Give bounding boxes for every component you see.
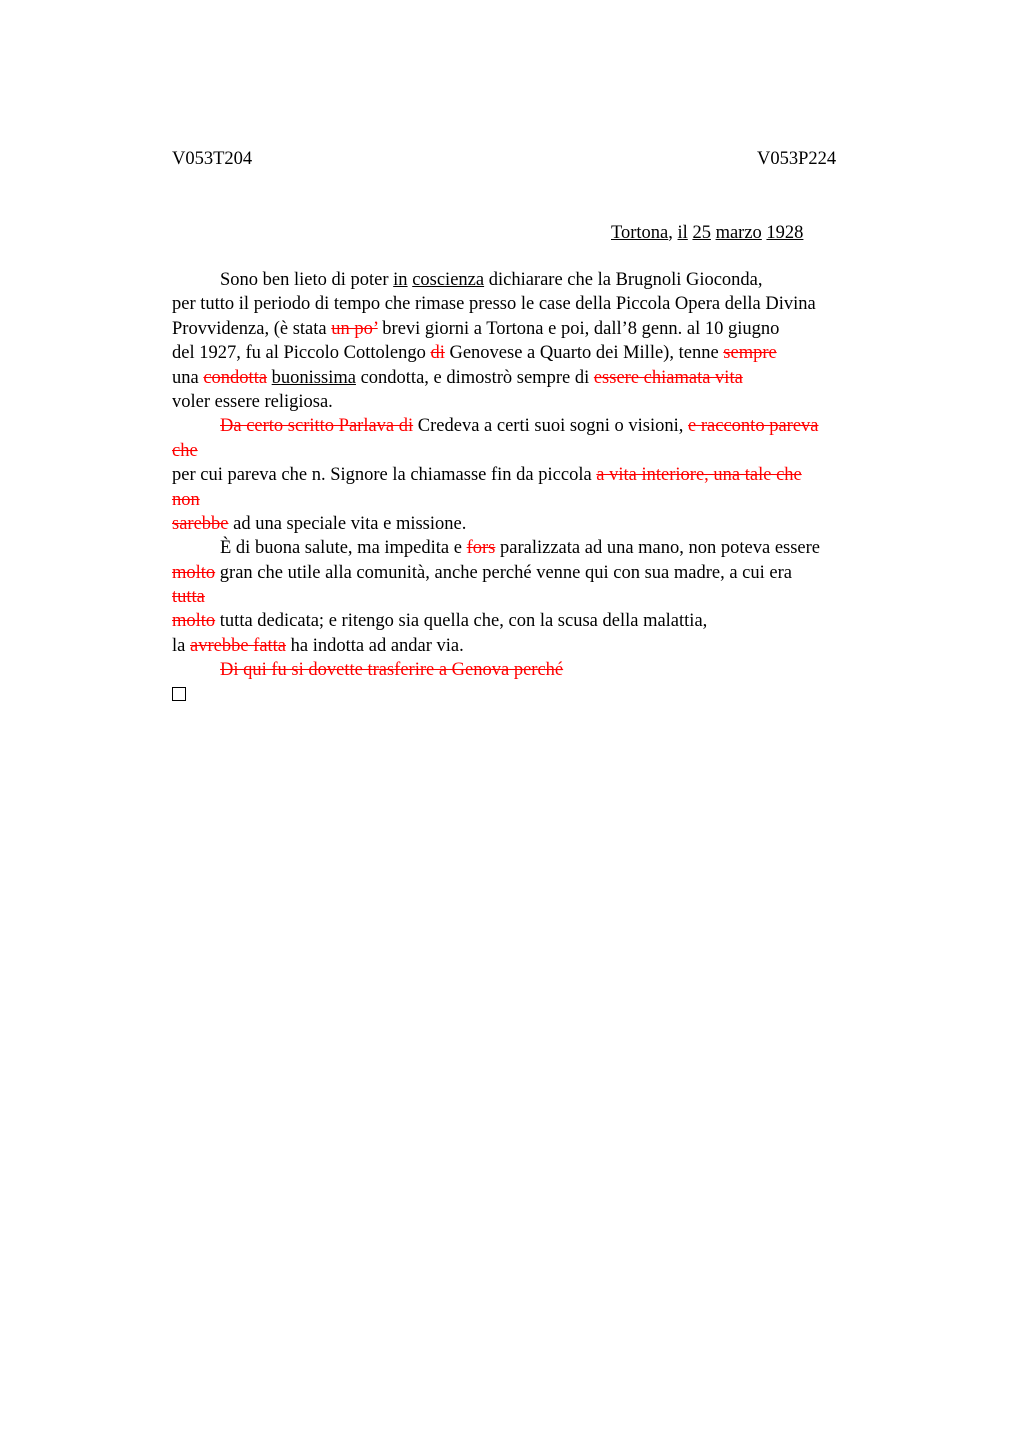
- text-run: una: [172, 367, 204, 388]
- text-run: condotta, e dimostrò sempre di: [355, 367, 594, 388]
- paragraph-3-line-1: [172, 536, 902, 560]
- deleted-text: Da certo scritto Parlava di: [220, 416, 414, 437]
- deleted-text: e racconto pareva: [688, 416, 819, 437]
- text-run: paralizzata ad una mano, non poteva essere: [495, 538, 821, 559]
- paragraph-2-line-5: [172, 512, 902, 536]
- deleted-text: sempre: [723, 343, 777, 364]
- end-mark: [172, 683, 902, 707]
- left-reference-code: V053T204: [172, 149, 253, 169]
- paragraph-1-line-3: [172, 317, 902, 341]
- text-run: per cui pareva che n. Signore la chiamasse fin da piccola: [172, 465, 597, 486]
- dateline-month: marzo: [715, 223, 762, 243]
- text-run: dichiarare che la Brugnoli Gioconda,: [484, 270, 763, 290]
- text-run: Credeva a certi suoi sogni o visioni,: [413, 416, 689, 437]
- deleted-text: sarebbe: [172, 513, 229, 534]
- paragraph-3-line-3: [172, 585, 902, 609]
- deleted-text: un po’: [331, 318, 378, 339]
- paragraph-2-line-2: [172, 439, 902, 463]
- deleted-text: a vita interiore, una tale che: [596, 465, 802, 486]
- text-run: gran che utile alla comunità, anche perché venne qui con sua madre, a cui era: [215, 562, 792, 583]
- paragraph-4-line-1: [172, 658, 902, 682]
- deleted-text: di: [430, 343, 445, 364]
- underlined-word: in: [393, 270, 408, 290]
- dateline: [611, 221, 803, 245]
- underlined-word: buonissima: [271, 367, 356, 388]
- right-reference-code: V053P224: [757, 149, 837, 169]
- dateline-article: il: [677, 223, 688, 243]
- deleted-text: Di qui fu si dovette trasferire a Genova perché: [220, 660, 564, 681]
- letter-body: [172, 268, 902, 707]
- paragraph-1-line-1: [172, 268, 902, 292]
- deleted-text: condotta: [203, 367, 268, 388]
- paragraph-2-line-4: [172, 488, 902, 512]
- text-run: brevi giorni a Tortona e poi, dall’8 genn. al 10 giugno: [377, 318, 780, 339]
- deleted-text: non: [172, 489, 200, 510]
- paragraph-2-line-3: [172, 463, 902, 487]
- paragraph-3-line-2: [172, 561, 902, 585]
- text-run: ad una speciale vita e missione.: [228, 513, 467, 534]
- paragraph-1-line-2: per tutto il periodo di tempo che rimase presso le case della Piccola Opera della Divina: [172, 294, 816, 315]
- underlined-word: coscienza: [412, 270, 485, 290]
- deleted-text: fors: [466, 538, 496, 559]
- paragraph-1-line-4: [172, 341, 902, 365]
- deleted-text: molto: [172, 562, 216, 583]
- text-run: Sono ben lieto di poter: [220, 270, 394, 290]
- paragraph-1-line-5: [172, 366, 902, 390]
- text-run: la: [172, 635, 190, 656]
- text-run: Genovese a Quarto dei Mille), tenne: [444, 343, 724, 364]
- deleted-text: avrebbe fatta: [189, 635, 287, 656]
- dateline-comma: ,: [668, 223, 673, 243]
- dateline-year: 1928: [766, 223, 804, 243]
- text-run: del 1927, fu al Piccolo Cottolengo: [172, 343, 431, 364]
- text-run: ha indotta ad andar via.: [286, 635, 464, 656]
- paragraph-3-line-4: [172, 609, 902, 633]
- paragraph-2-line-1: [172, 414, 902, 438]
- text-run: tutta dedicata; e ritengo sia quella che, con la scusa della malattia,: [215, 611, 708, 632]
- dateline-day: 25: [692, 223, 711, 243]
- paragraph-3-line-5: [172, 634, 902, 658]
- text-run: È di buona salute, ma impedita e: [220, 538, 467, 559]
- deleted-text: essere chiamata vita: [593, 367, 743, 388]
- text-run: Provvidenza, (è stata: [172, 318, 332, 339]
- deleted-text: che: [172, 440, 198, 461]
- deleted-text: tutta: [172, 587, 205, 608]
- empty-square-icon: [172, 687, 186, 701]
- deleted-text: molto: [172, 611, 216, 632]
- paragraph-1-line-6: voler essere religiosa.: [172, 391, 333, 412]
- dateline-place: Tortona: [611, 223, 669, 243]
